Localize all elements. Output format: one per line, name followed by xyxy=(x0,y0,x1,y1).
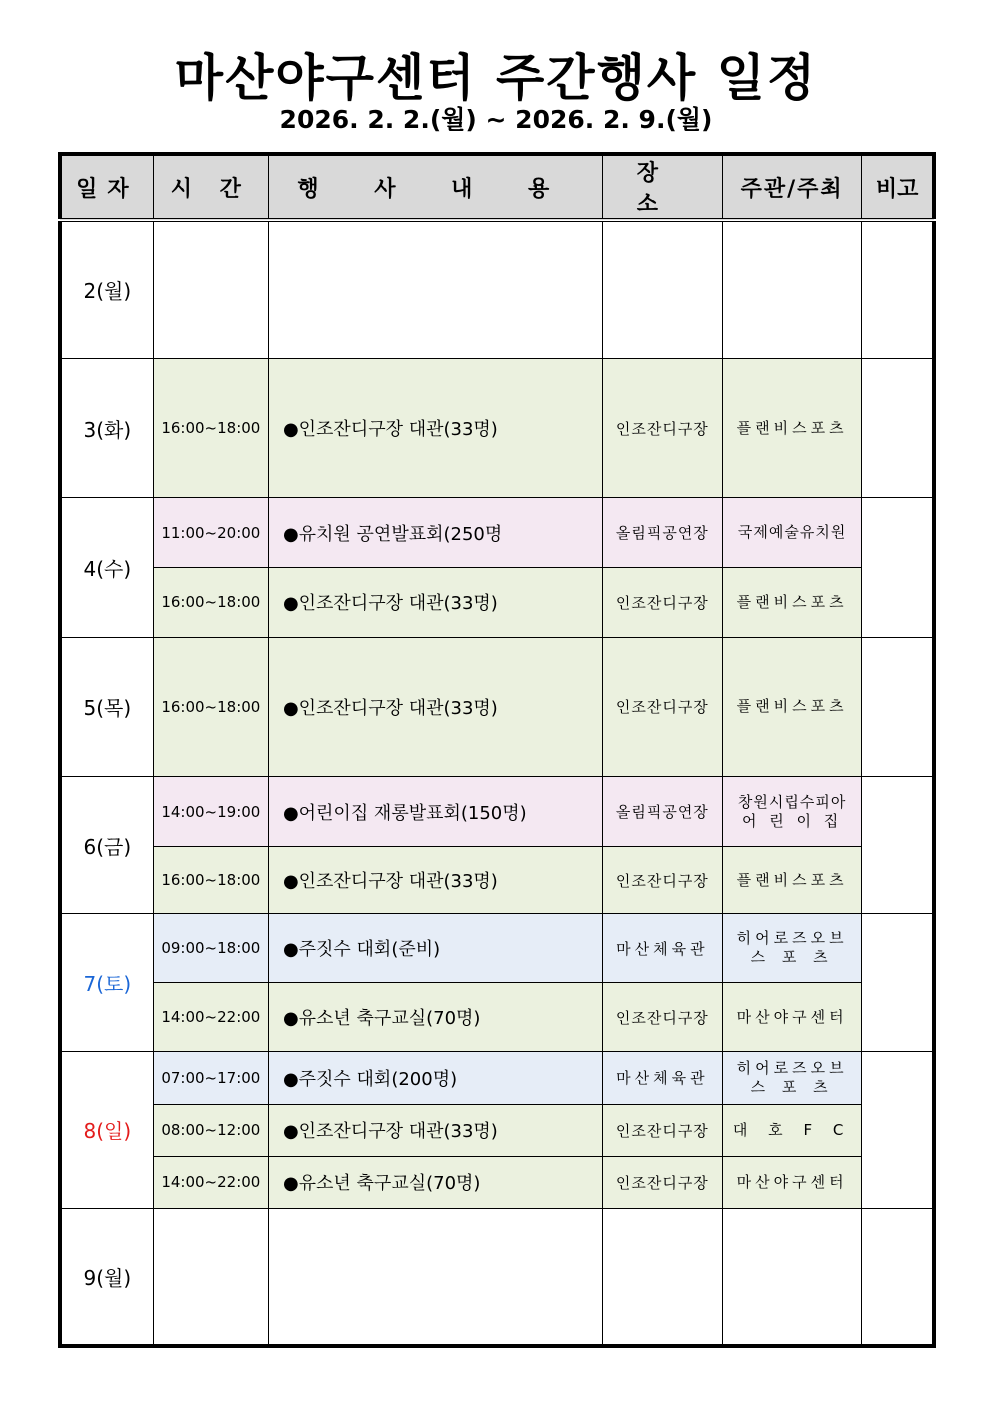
host-cell: 마산야구센터 xyxy=(722,1156,861,1208)
host-cell xyxy=(722,914,861,983)
note-cell xyxy=(862,358,934,497)
column-header-event: 행 사 내 용 xyxy=(268,154,602,220)
event-cell xyxy=(268,220,602,358)
host-cell xyxy=(722,220,861,358)
place-cell: 인조잔디구장 xyxy=(602,847,722,914)
place-cell: 인조잔디구장 xyxy=(602,358,722,497)
host-cell: 마산야구센터 xyxy=(722,983,861,1051)
event-cell: ●유치원 공연발표회(250명 xyxy=(268,498,602,568)
time-cell: 11:00~20:00 xyxy=(153,498,268,568)
table-row xyxy=(60,914,934,983)
event-cell: ●인조잔디구장 대관(33명) xyxy=(268,1104,602,1156)
time-cell: 16:00~18:00 xyxy=(153,637,268,776)
time-cell: 16:00~18:00 xyxy=(153,358,268,497)
place-cell: 인조잔디구장 xyxy=(602,1104,722,1156)
place-cell: 인조잔디구장 xyxy=(602,983,722,1051)
date-cell: 3(화) xyxy=(60,358,153,497)
host-cell: 플랜비스포츠 xyxy=(722,568,861,637)
table-row xyxy=(60,776,934,846)
note-cell xyxy=(862,776,934,913)
time-cell: 07:00~17:00 xyxy=(153,1051,268,1104)
place-cell: 올림픽공연장 xyxy=(602,776,722,846)
place-cell: 인조잔디구장 xyxy=(602,568,722,637)
place-cell xyxy=(602,1209,722,1347)
date-cell: 8(일) xyxy=(60,1051,153,1208)
table-row xyxy=(60,568,934,637)
note-cell xyxy=(862,1051,934,1208)
time-cell: 16:00~18:00 xyxy=(153,568,268,637)
time-cell: 14:00~19:00 xyxy=(153,776,268,846)
note-cell xyxy=(862,1209,934,1347)
note-cell xyxy=(862,498,934,637)
table-row xyxy=(60,220,934,358)
table-row xyxy=(60,498,934,568)
event-cell: ●유소년 축구교실(70명) xyxy=(268,983,602,1051)
table-header-row xyxy=(60,154,934,220)
event-cell: ●인조잔디구장 대관(33명) xyxy=(268,637,602,776)
note-cell xyxy=(862,220,934,358)
host-line-2: 어 린 이 집 xyxy=(741,811,843,830)
column-header-date: 일자 xyxy=(60,154,153,220)
place-cell: 인조잔디구장 xyxy=(602,637,722,776)
time-cell: 08:00~12:00 xyxy=(153,1104,268,1156)
table-row xyxy=(60,358,934,497)
schedule-table xyxy=(58,152,936,1348)
host-cell: 플랜비스포츠 xyxy=(722,847,861,914)
column-header-note: 비고 xyxy=(862,154,934,220)
time-cell: 09:00~18:00 xyxy=(153,914,268,983)
place-cell: 인조잔디구장 xyxy=(602,1156,722,1208)
time-cell xyxy=(153,220,268,358)
host-cell xyxy=(722,1051,861,1104)
date-cell: 5(목) xyxy=(60,637,153,776)
table-row xyxy=(60,1051,934,1104)
note-cell xyxy=(862,637,934,776)
event-cell: ●인조잔디구장 대관(33명) xyxy=(268,847,602,914)
table-row xyxy=(60,847,934,914)
time-cell: 14:00~22:00 xyxy=(153,1156,268,1208)
date-cell: 4(수) xyxy=(60,498,153,637)
time-cell xyxy=(153,1209,268,1347)
host-cell: 플랜비스포츠 xyxy=(722,637,861,776)
host-line-1: 히어로즈오브 xyxy=(736,1058,848,1077)
date-cell: 2(월) xyxy=(60,220,153,358)
host-line-1: 창원시립수피아 xyxy=(737,792,847,811)
host-line-2: 스 포 츠 xyxy=(750,948,834,967)
event-cell: ●주짓수 대회(200명) xyxy=(268,1051,602,1104)
host-cell xyxy=(722,776,861,846)
place-cell: 올림픽공연장 xyxy=(602,498,722,568)
table-row xyxy=(60,1156,934,1208)
column-header-place: 장 소 xyxy=(602,154,722,220)
table-row xyxy=(60,983,934,1051)
place-cell xyxy=(602,220,722,358)
host-line-2: 스 포 츠 xyxy=(750,1077,834,1096)
date-cell: 9(월) xyxy=(60,1209,153,1347)
event-cell: ●어린이집 재롱발표회(150명) xyxy=(268,776,602,846)
page-title: 마산야구센터 주간행사 일정 xyxy=(174,49,818,107)
column-header-time: 시 간 xyxy=(153,154,268,220)
event-cell: ●유소년 축구교실(70명) xyxy=(268,1156,602,1208)
host-line-1: 히어로즈오브 xyxy=(736,929,848,948)
table-row xyxy=(60,1209,934,1347)
table-row xyxy=(60,1104,934,1156)
event-cell: ●인조잔디구장 대관(33명) xyxy=(268,358,602,497)
place-cell: 마산체육관 xyxy=(602,914,722,983)
event-cell xyxy=(268,1209,602,1347)
date-cell: 6(금) xyxy=(60,776,153,913)
column-header-host: 주관/주최 xyxy=(722,154,861,220)
host-cell: 플랜비스포츠 xyxy=(722,358,861,497)
event-cell: ●주짓수 대회(준비) xyxy=(268,914,602,983)
place-cell: 마산체육관 xyxy=(602,1051,722,1104)
date-cell: 7(토) xyxy=(60,914,153,1051)
host-cell: 국제예술유치원 xyxy=(722,498,861,568)
time-cell: 16:00~18:00 xyxy=(153,847,268,914)
time-cell: 14:00~22:00 xyxy=(153,983,268,1051)
host-cell xyxy=(722,1209,861,1347)
date-range: 2026. 2. 2.(월) ~ 2026. 2. 9.(월) xyxy=(279,105,713,134)
event-cell: ●인조잔디구장 대관(33명) xyxy=(268,568,602,637)
table-row xyxy=(60,637,934,776)
note-cell xyxy=(862,914,934,1051)
host-cell: 대 호 F C xyxy=(722,1104,861,1156)
